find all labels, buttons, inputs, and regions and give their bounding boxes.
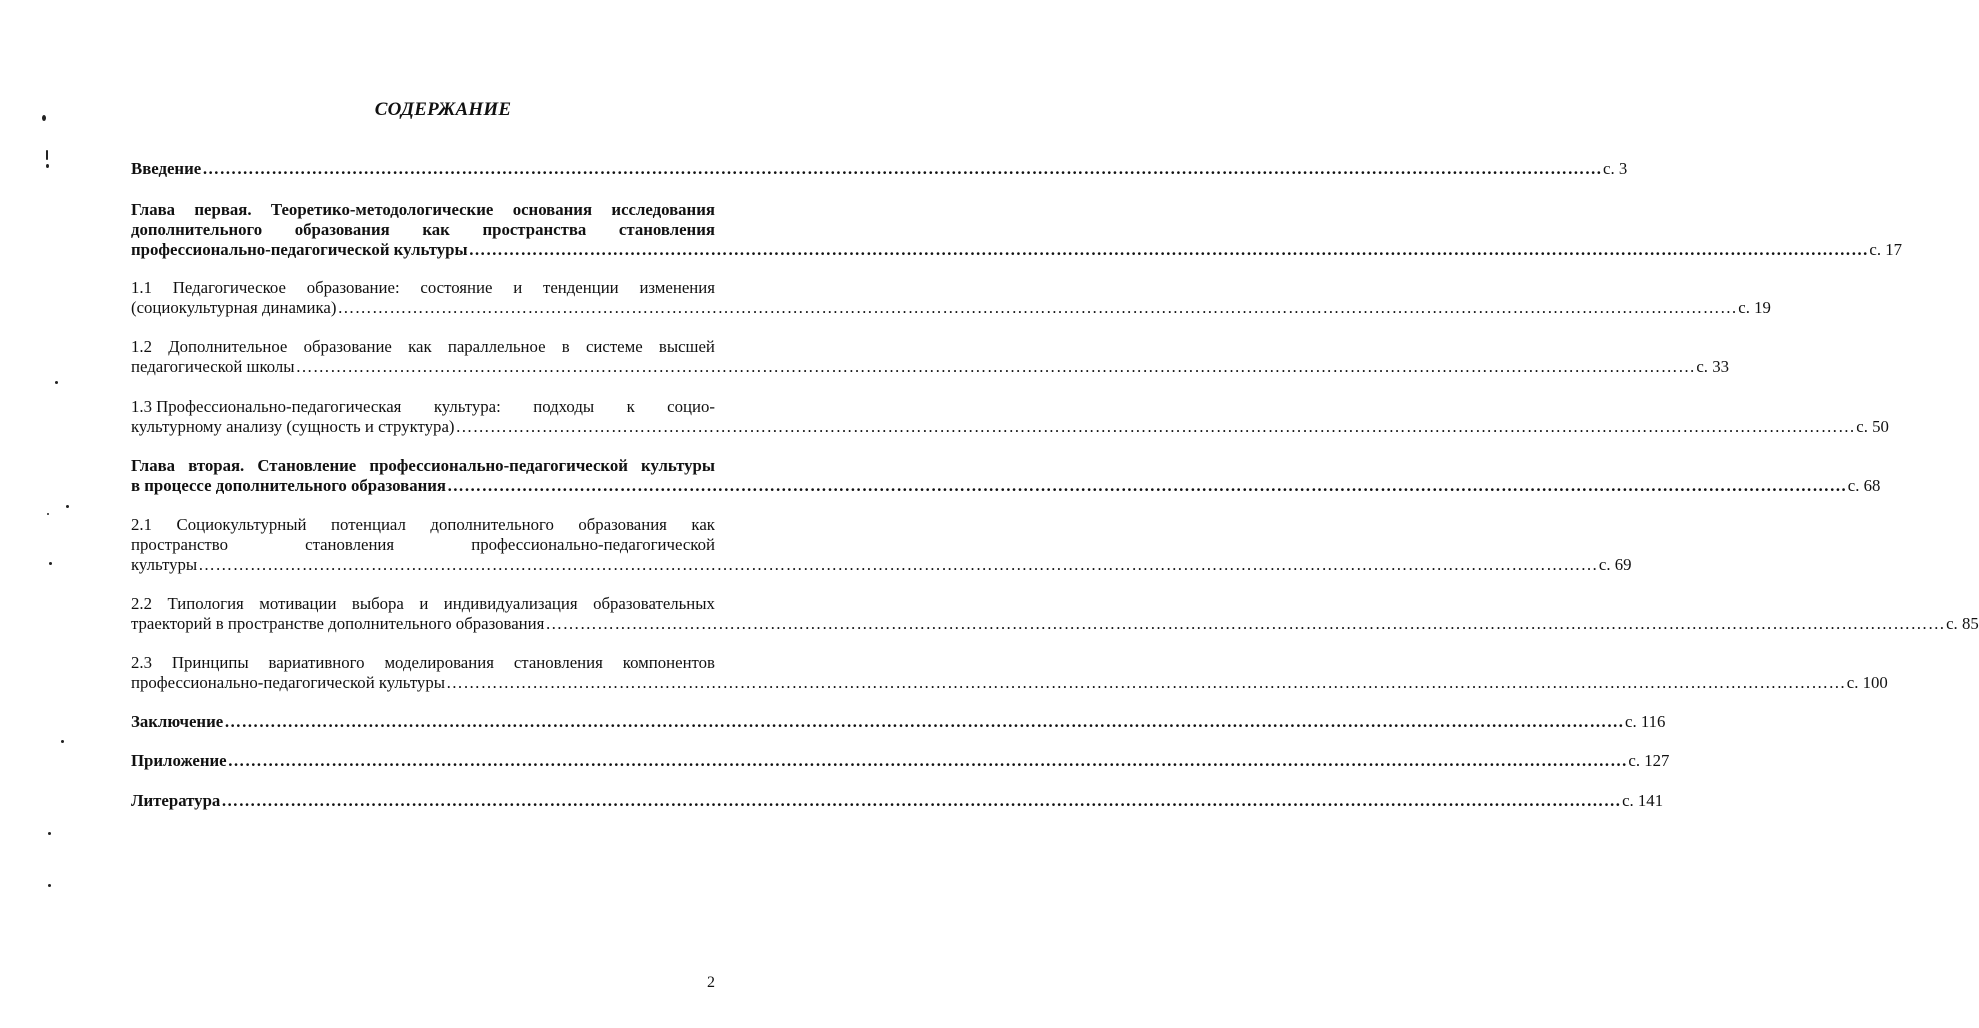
toc-entry-last-line (131, 555, 1632, 575)
toc-page-ref: с. 3 (1603, 159, 1628, 178)
toc-word: Глава (131, 200, 176, 219)
toc-word: Становление (257, 456, 357, 475)
toc-word: 2.1 (131, 515, 152, 534)
toc-leader-dots: ……………………………………………………………………………………………………………………………………………………………………………………………………………………… (545, 614, 1946, 633)
toc-word: Социокультурный (176, 515, 307, 534)
toc-page-ref: с. 17 (1869, 240, 1902, 259)
toc-word: в (561, 337, 570, 356)
toc-word: социо- (667, 397, 715, 416)
toc-word: 1.1 (131, 278, 152, 297)
toc-page-ref: с. 33 (1696, 357, 1729, 376)
toc-word: изменения (639, 278, 715, 297)
toc-word: пространства (482, 220, 587, 239)
toc-word: моделирования (384, 653, 494, 672)
toc-entry-line (131, 200, 715, 220)
toc-entry-line (131, 535, 715, 555)
toc-word: пространство (131, 535, 228, 554)
toc-leader-dots: ……………………………………………………………………………………………………………………………………………………………………………………………………………………… (221, 791, 1622, 810)
toc-word: параллельное (447, 337, 546, 356)
toc-word: первая. (194, 200, 252, 219)
toc-entry (131, 337, 1729, 377)
toc-word: дополнительного (131, 220, 263, 239)
toc-word: индивидуализация (443, 594, 578, 613)
toc-word: Дополнительное (168, 337, 288, 356)
toc-word: к (626, 397, 635, 416)
toc-entry-title: Заключение (131, 712, 224, 731)
toc-entry-line (131, 456, 715, 476)
toc-entry-line (131, 397, 715, 417)
toc-entry (131, 456, 1881, 496)
toc-word: образование: (306, 278, 400, 297)
toc-word: и (419, 594, 429, 613)
toc-page-ref: с. 19 (1738, 298, 1771, 317)
toc-entry-last-line (131, 159, 1628, 179)
scan-speck (49, 562, 52, 565)
toc-word: тенденции (542, 278, 619, 297)
toc-word: потенциал (331, 515, 406, 534)
toc-entry-last-line (131, 417, 1889, 437)
toc-entry-title: педагогической школы (131, 357, 295, 376)
toc-leader-dots: ……………………………………………………………………………………………………………………………………………………………………………………………………………………… (202, 159, 1602, 178)
toc-word: Теоретико-методологические (270, 200, 494, 219)
toc-entry (131, 515, 1632, 575)
toc-word: вариативного (268, 653, 365, 672)
toc-entry-title: профессионально-педагогической культуры (131, 240, 468, 259)
toc-entry-line (131, 337, 715, 357)
toc-page-ref: с. 85 (1946, 614, 1979, 633)
toc-word: высшей (658, 337, 715, 356)
page-title: СОДЕРЖАНИЕ (374, 99, 512, 120)
toc-word: Педагогическое (172, 278, 286, 297)
toc-entry-last-line (131, 476, 1881, 496)
toc-entry-title: Приложение (131, 751, 227, 770)
toc-entry-title: культурному анализу (сущность и структура) (131, 417, 455, 436)
toc-word: подходы (533, 397, 595, 416)
toc-leader-dots: ……………………………………………………………………………………………………………………………………………………………………………………………………………………… (446, 673, 1846, 692)
toc-entry (131, 791, 1664, 811)
toc-page-ref: с. 141 (1622, 791, 1664, 810)
toc-entry-last-line (131, 357, 1729, 377)
toc-word: образование (303, 337, 392, 356)
toc-entry-title: Введение (131, 159, 202, 178)
toc-leader-dots: ……………………………………………………………………………………………………………………………………………………………………………………………………………………… (455, 417, 1856, 436)
toc-word: становления (513, 653, 603, 672)
scan-speck (48, 832, 51, 835)
toc-entry-last-line (131, 298, 1771, 318)
toc-word: выбора (351, 594, 404, 613)
toc-entry-line (131, 515, 715, 535)
toc-entry-last-line (131, 614, 1979, 634)
toc-word: становления (305, 535, 395, 554)
toc-entry-last-line (131, 240, 1902, 260)
scan-speck (55, 381, 58, 384)
toc-entry (131, 159, 1628, 179)
toc-word: компонентов (622, 653, 715, 672)
toc-word: 1.2 (131, 337, 152, 356)
toc-word: вторая. (188, 456, 245, 475)
toc-entry (131, 278, 1771, 318)
scan-speck (47, 513, 49, 515)
toc-page-ref: с. 100 (1846, 673, 1888, 692)
toc-entry (131, 751, 1670, 771)
toc-page-ref: с. 50 (1856, 417, 1889, 436)
toc-word: образовательных (593, 594, 715, 613)
toc-word: Принципы (171, 653, 249, 672)
toc-leader-dots: ……………………………………………………………………………………………………………………………………………………………………………………………………………………… (224, 712, 1624, 731)
toc-word: основания (512, 200, 593, 219)
toc-word: исследования (611, 200, 715, 219)
toc-entry-title: (социокультурная динамика) (131, 298, 337, 317)
toc-word: мотивации (259, 594, 337, 613)
toc-word: и (513, 278, 523, 297)
toc-word: профессионально-педагогической (369, 456, 628, 475)
toc-page-ref: с. 69 (1598, 555, 1632, 574)
toc-word: как (408, 337, 432, 356)
toc-word: как (422, 220, 450, 239)
scan-speck (42, 115, 46, 121)
toc-word: 2.2 (131, 594, 152, 613)
toc-entry-last-line (131, 751, 1670, 771)
toc-entry-title: в процессе дополнительного образования (131, 476, 447, 495)
toc-page-ref: с. 68 (1847, 476, 1881, 495)
toc-entry-line (131, 278, 715, 298)
toc-word: системе (585, 337, 643, 356)
toc-page-ref: с. 116 (1625, 712, 1666, 731)
toc-entry (131, 397, 1889, 437)
toc-word: 1.3 Профессионально-педагогическая (131, 397, 402, 416)
toc-word: дополнительного (430, 515, 554, 534)
toc-leader-dots: ……………………………………………………………………………………………………………………………………………………………………………………………………………………… (447, 476, 1847, 495)
toc-leader-dots: ……………………………………………………………………………………………………………………………………………………………………………………………………………………… (468, 240, 1869, 259)
toc-entry-title: Литература (131, 791, 221, 810)
scan-speck (61, 740, 64, 743)
toc-entry (131, 200, 1902, 260)
toc-entry-title: профессионально-педагогической культуры (131, 673, 445, 692)
toc-entry (131, 712, 1666, 732)
toc-word: состояние (420, 278, 493, 297)
toc-word: культура: (433, 397, 501, 416)
scan-speck (46, 164, 49, 168)
toc-entry-title: культуры (131, 555, 198, 574)
toc-word: Типология (167, 594, 244, 613)
toc-entry-last-line (131, 673, 1888, 693)
toc-entry-line (131, 594, 715, 614)
toc-entry-last-line (131, 712, 1666, 732)
toc-leader-dots: ……………………………………………………………………………………………………………………………………………………………………………………………………………………… (337, 298, 1738, 317)
scan-speck (48, 884, 51, 887)
toc-entry-line (131, 653, 715, 673)
toc-word: профессионально-педагогической (471, 535, 715, 554)
toc-entry-title: траекторий в пространстве дополнительного образования (131, 614, 545, 633)
scan-speck (46, 150, 48, 160)
scan-speck (66, 505, 69, 508)
toc-entry (131, 653, 1888, 693)
toc-entry (131, 594, 1979, 634)
toc-word: образования (578, 515, 667, 534)
toc-word: 2.3 (131, 653, 152, 672)
toc-leader-dots: ……………………………………………………………………………………………………………………………………………………………………………………………………………………… (198, 555, 1598, 574)
toc-leader-dots: ……………………………………………………………………………………………………………………………………………………………………………………………………………………… (295, 357, 1696, 376)
toc-entry-last-line (131, 791, 1664, 811)
toc-page-ref: с. 127 (1628, 751, 1670, 770)
toc-leader-dots: ……………………………………………………………………………………………………………………………………………………………………………………………………………………… (227, 751, 1628, 770)
page-number: 2 (707, 974, 715, 991)
toc-word: образования (294, 220, 390, 239)
toc-word: как (691, 515, 715, 534)
toc-word: становления (618, 220, 715, 239)
toc-word: культуры (641, 456, 715, 475)
toc-entry-line (131, 220, 715, 240)
toc-word: Глава (131, 456, 176, 475)
